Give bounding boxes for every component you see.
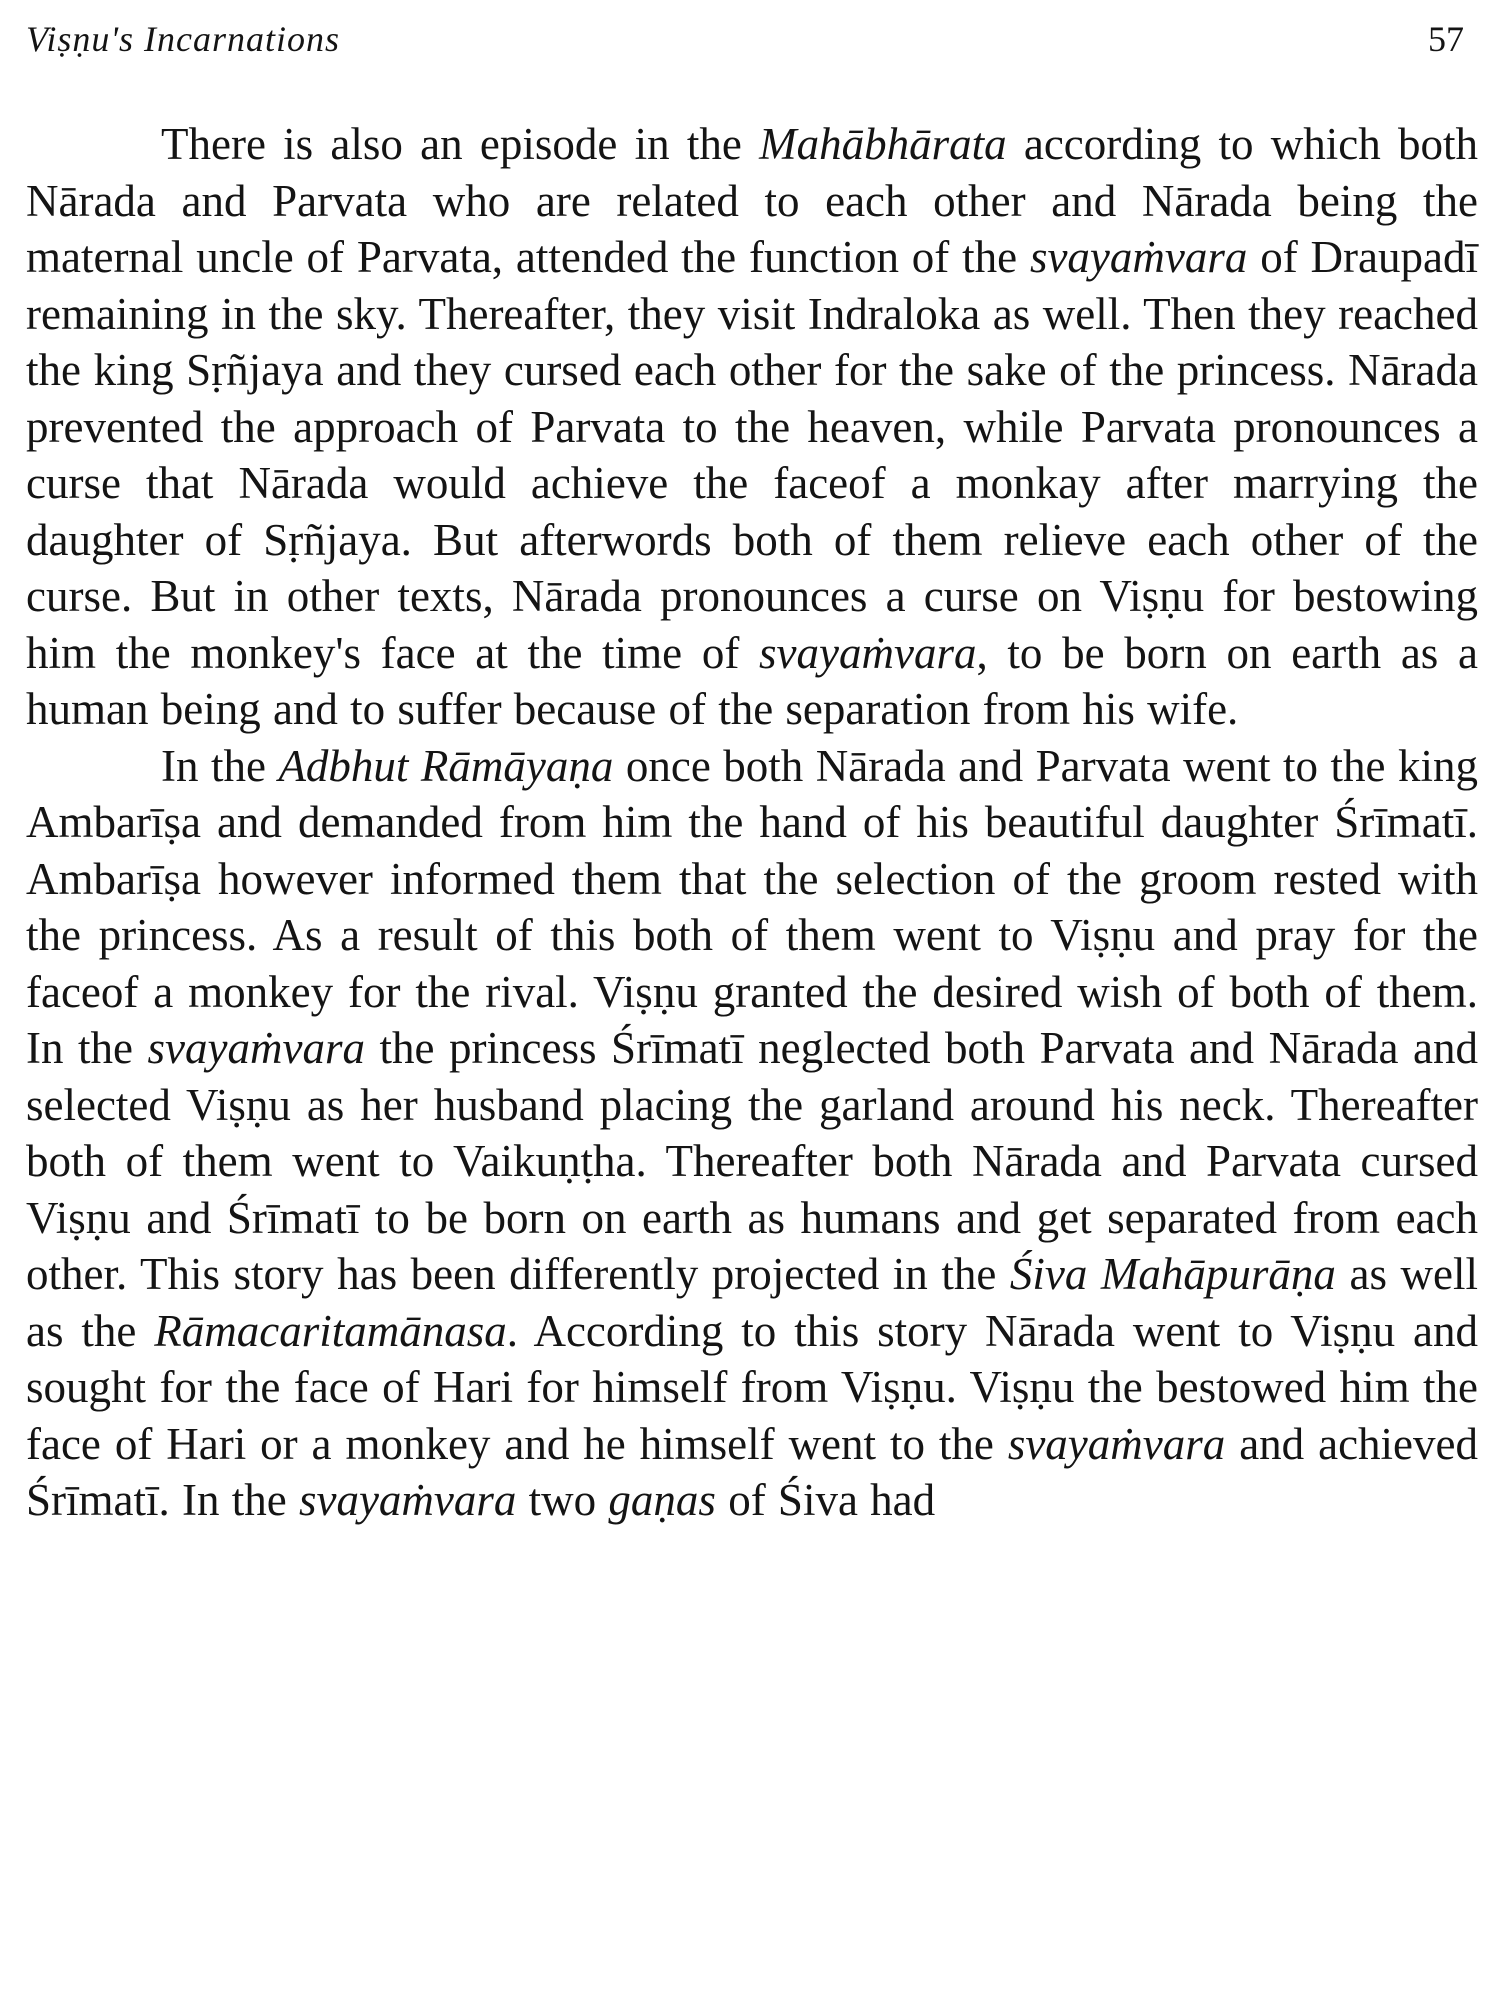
text-run: according to which both Nārada and Parvata who are related to each other and Nārada being the maternal uncle of Parvata, attended the function of the [26, 119, 1479, 282]
text-run: the princess Śrīmatī neglected both Parvata and Nārada and selected Viṣṇu as her husband placing the garland around his neck. Thereafter both of them went to Vaikuṇṭha. Thereafter both Nārada and Parvata cursed Viṣṇu and Śrīmatī to be born on earth as humans and get separated from each other. This story has been differently projected in the [26, 1023, 1478, 1299]
text-run: of Draupadī remaining in the sky. Thereafter, they visit Indraloka as well. Then they reached the king Sṛñjaya and they cursed each other for the sake of the princess. Nārada prevented the approach of Parvata to the heaven, while Parvata pronounces a curse that Nārada would achieve the faceof a monkay after marrying the daughter of Sṛñjaya. But afterwords both of them relieve each other of the curse. But in other texts, Nārada pronounces a curse on Viṣṇu for bestowing him the monkey's face at the time of [26, 232, 1478, 678]
paragraph-2 [26, 738, 1478, 1529]
italic-term: svayaṁvara [1007, 1418, 1226, 1469]
italic-term: Mahābhārata [759, 119, 1007, 169]
italic-term: Śiva Mahāpurāṇa [1009, 1249, 1336, 1299]
text-run: as well as the [26, 1249, 1478, 1356]
body-text [26, 116, 1478, 1529]
italic-term: svayaṁvara [1029, 232, 1248, 282]
italic-term: Rāmacaritamānasa [154, 1305, 507, 1356]
text-run: and achieved Śrīmatī. In the [26, 1418, 1478, 1525]
text-run: of Śiva had [715, 1475, 936, 1525]
text-run: In the [161, 740, 279, 791]
italic-term: svayaṁvara [298, 1475, 517, 1525]
italic-term: svayaṁvara [759, 627, 977, 678]
page-number: 57 [1428, 19, 1464, 59]
text-run: once both Nārada and Parvata went to the king Ambarīṣa and demanded from him the hand of his beautiful daughter Śrīmatī. Ambarīṣa however informed them that the selection of the groom rested with the princess. As a result of this both of them went to Viṣṇu and pray for the faceof a monkey for the rival. Viṣṇu granted the desired wish of both of them. In the [26, 740, 1478, 1073]
text-run: . According to this story Nārada went to Viṣṇu and sought for the face of Hari for himself from Viṣṇu. Viṣṇu the bestowed him the face of Hari or a monkey and he himself went to the [26, 1305, 1478, 1469]
italic-term: gaṇas [608, 1475, 716, 1525]
text-run: There is also an episode in the [161, 119, 760, 169]
text-run: , to be born on earth as a human being and to suffer because of the separation from his wife. [26, 627, 1478, 734]
running-header-title: Viṣṇu's Incarnations [26, 19, 341, 59]
running-header [26, 18, 1478, 80]
italic-term: Adbhut Rāmāyaṇa [278, 740, 614, 791]
paragraph-1 [26, 116, 1478, 738]
book-page [26, 18, 1478, 1988]
text-run: two [516, 1475, 609, 1525]
italic-term: svayaṁvara [147, 1023, 365, 1073]
